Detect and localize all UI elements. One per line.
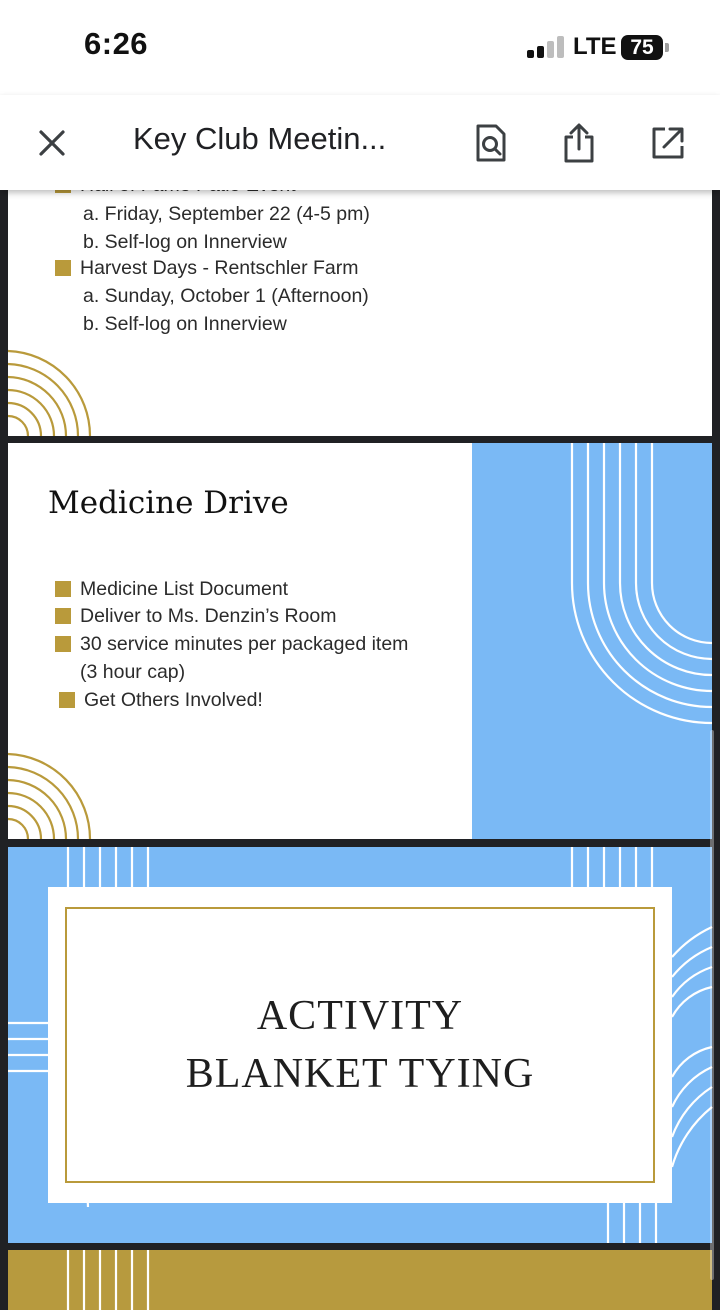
close-button[interactable] <box>24 115 80 171</box>
bullet-square <box>55 636 71 652</box>
battery-level: 75 <box>630 36 654 59</box>
status-time: 6:26 <box>84 26 149 61</box>
slide-activity <box>8 847 712 1243</box>
arc-decoration <box>8 739 118 839</box>
open-external-button[interactable] <box>640 115 696 171</box>
slide-next <box>8 1250 712 1310</box>
sub-item: a. Sunday, October 1 (Afternoon) <box>83 285 369 307</box>
bullet-item: Deliver to Ms. Denzin’s Room <box>55 605 336 628</box>
title-line-2: BLANKET TYING <box>185 1051 535 1097</box>
slide-title <box>8 987 712 1103</box>
bullet-square <box>55 260 71 276</box>
title-line-1: ACTIVITY <box>256 993 464 1039</box>
find-in-page-button[interactable] <box>463 115 519 171</box>
open-external-icon <box>650 125 686 161</box>
document-title: Key Club Meetin... <box>133 121 387 156</box>
bullet-item: Harvest Days - Rentschler Farm <box>55 257 358 280</box>
signal-icon <box>527 36 567 58</box>
share-icon <box>562 122 596 164</box>
viewer-toolbar <box>0 95 720 190</box>
sub-item: a. Friday, September 22 (4-5 pm) <box>83 203 370 225</box>
arc-decoration <box>472 443 712 703</box>
sub-item: b. Self-log on Innerview <box>83 313 287 335</box>
bullet-square <box>59 692 75 708</box>
share-button[interactable] <box>551 115 607 171</box>
arc-decoration <box>8 336 118 436</box>
slide-title: Medicine Drive <box>48 485 289 521</box>
slide-medicine-drive <box>8 443 712 839</box>
bullet-item: 30 service minutes per packaged item <box>55 633 408 656</box>
blue-panel <box>472 443 712 839</box>
bullet-square <box>55 581 71 597</box>
battery-icon <box>621 35 663 60</box>
battery-cap <box>665 43 669 52</box>
scrollbar[interactable] <box>710 730 714 1280</box>
close-icon <box>36 127 68 159</box>
find-in-page-icon <box>474 123 508 163</box>
bullet-square <box>55 608 71 624</box>
bullet-continuation: (3 hour cap) <box>80 661 186 683</box>
sub-item: b. Self-log on Innerview <box>83 231 287 253</box>
bullet-item: Get Others Involved! <box>59 689 263 712</box>
status-bar <box>0 0 720 95</box>
bullet-item: Medicine List Document <box>55 578 288 601</box>
document-viewer[interactable] <box>0 190 720 1280</box>
network-type: LTE <box>573 33 617 60</box>
line-decoration <box>8 1250 712 1310</box>
